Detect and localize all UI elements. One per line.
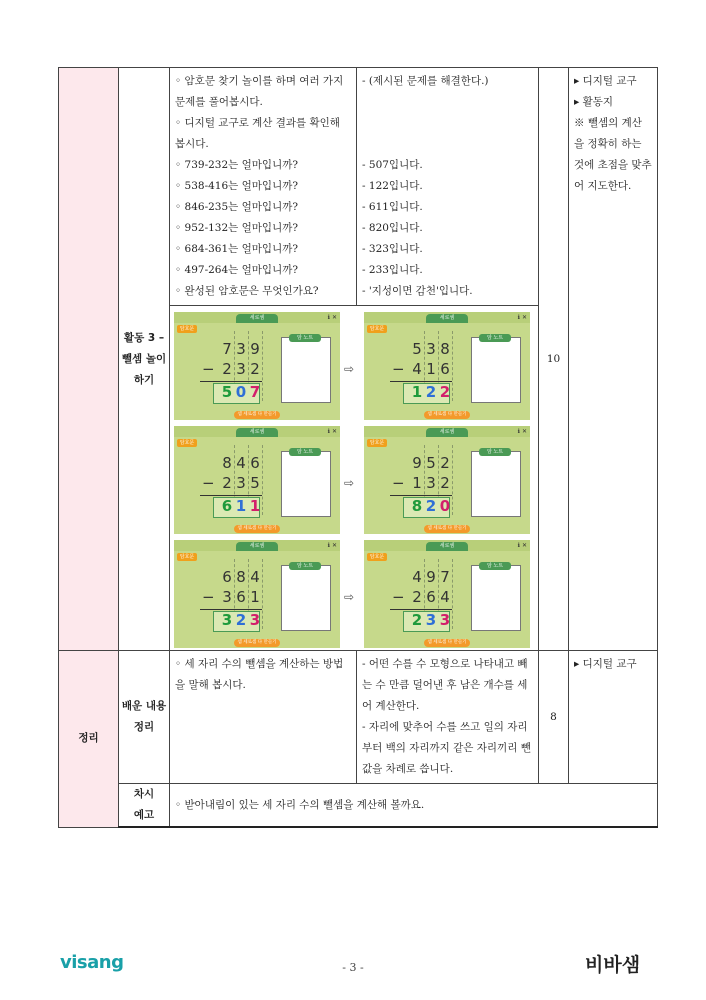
- teacher-line: ◦ 739-232는 얼마입니까?: [175, 159, 298, 171]
- minus-sign: −: [392, 360, 405, 378]
- note-pad[interactable]: [281, 565, 331, 631]
- teacher-line: ◦ 538-416는 얼마입니까?: [175, 180, 298, 192]
- teacher-activity-cell: [170, 68, 357, 306]
- subtrahend-digit: 1: [426, 360, 436, 378]
- sum-line: [390, 381, 452, 382]
- info-close-icon[interactable]: ℹ ✕: [517, 314, 527, 321]
- info-close-icon[interactable]: ℹ ✕: [517, 428, 527, 435]
- tool-screen: [174, 312, 340, 420]
- answer-digit: 2: [425, 383, 437, 401]
- answer-digit: 0: [235, 383, 247, 401]
- note-pad-title: 암 노트: [479, 448, 511, 456]
- materials-line: ▸ 활동지: [574, 96, 614, 108]
- screen-tab[interactable]: 세로셈: [236, 428, 278, 437]
- tool-screen: [364, 312, 530, 420]
- sum-line: [200, 381, 262, 382]
- minuend-digit: 9: [426, 568, 436, 586]
- make-problem-button[interactable]: 셈 세로셈 다 만들기: [234, 411, 280, 419]
- answer-digit: 2: [411, 611, 423, 629]
- note-pad-title: 암 노트: [289, 562, 321, 570]
- make-problem-button[interactable]: 셈 세로셈 다 만들기: [424, 411, 470, 419]
- note-pad[interactable]: [281, 451, 331, 517]
- tool-screen: [174, 540, 340, 648]
- answer-digit: 1: [235, 497, 247, 515]
- note-pad-title: 암 노트: [289, 448, 321, 456]
- summary-teacher-cell: [170, 651, 357, 784]
- next-lesson-text: ◦ 받아내림이 있는 세 자리 수의 뺄셈을 계산해 볼까요.: [175, 798, 425, 811]
- stage-summary: 정리: [59, 651, 119, 828]
- minuend-digit: 8: [440, 340, 450, 358]
- subtrahend-digit: 1: [412, 474, 422, 492]
- student-line: - 820입니다.: [362, 222, 423, 234]
- subtrahend-digit: 6: [236, 588, 246, 606]
- answer-digit: 3: [221, 611, 233, 629]
- student-line: - 122입니다.: [362, 180, 423, 192]
- subtrahend-digit: 2: [440, 474, 450, 492]
- materials-note: ※ 뺄셈의 계산을 정확히 하는 것에 초점을 맞추어 지도한다.: [574, 117, 652, 192]
- minuend-digit: 8: [236, 568, 246, 586]
- subtrahend-digit: 1: [250, 588, 260, 606]
- answer-digit: 3: [439, 611, 451, 629]
- screen-badge: 암호문: [177, 553, 197, 561]
- next-lesson-label: 차시 예고: [119, 784, 170, 828]
- screen-badge: 암호문: [177, 439, 197, 447]
- teacher-line: ◦ 684-361는 얼마입니까?: [175, 243, 298, 255]
- minuend-digit: 5: [426, 454, 436, 472]
- answer-digit: 0: [439, 497, 451, 515]
- subtrahend-digit: 3: [426, 474, 436, 492]
- summary-materials: ▸ 디지털 교구: [569, 651, 658, 784]
- info-close-icon[interactable]: ℹ ✕: [517, 542, 527, 549]
- subtrahend-digit: 3: [236, 360, 246, 378]
- subtraction-board: [364, 437, 530, 526]
- note-pad[interactable]: [471, 565, 521, 631]
- subtraction-board: [364, 551, 530, 640]
- subtraction-board: [174, 551, 340, 640]
- review-label: 배운 내용 정리: [119, 651, 170, 784]
- make-problem-button[interactable]: 셈 세로셈 다 만들기: [424, 525, 470, 533]
- tool-screen: [364, 426, 530, 534]
- digital-tool-screens: [170, 306, 538, 650]
- visang-logo: visang: [60, 952, 124, 973]
- subtrahend-digit: 2: [250, 360, 260, 378]
- screen-badge: 암호문: [367, 553, 387, 561]
- stage-cell-activity: [59, 68, 119, 651]
- arrow-right-icon: ⇨: [344, 590, 355, 604]
- minus-sign: −: [202, 360, 215, 378]
- subtraction-board: [364, 323, 530, 412]
- teacher-line: ◦ 952-132는 얼마입니까?: [175, 222, 298, 234]
- answer-digit: 7: [249, 383, 261, 401]
- materials-line: ▸ 디지털 교구: [574, 75, 637, 87]
- minuend-digit: 7: [222, 340, 232, 358]
- column-divider: [452, 445, 453, 515]
- info-close-icon[interactable]: ℹ ✕: [327, 542, 337, 549]
- subtrahend-digit: 2: [222, 474, 232, 492]
- subtraction-board: [174, 323, 340, 412]
- answer-digit: 2: [439, 383, 451, 401]
- note-pad[interactable]: [281, 337, 331, 403]
- column-divider: [262, 559, 263, 629]
- note-pad[interactable]: [471, 337, 521, 403]
- summary-teacher-text: ◦ 세 자리 수의 뺄셈을 계산하는 방법을 말해 봅시다.: [175, 658, 344, 691]
- minuend-digit: 3: [426, 340, 436, 358]
- info-close-icon[interactable]: ℹ ✕: [327, 428, 337, 435]
- teacher-line: ◦ 암호문 찾기 놀이를 하며 여러 가지 문제를 풀어봅시다.: [175, 75, 344, 108]
- screen-tab[interactable]: 세로셈: [426, 314, 468, 323]
- note-pad-title: 암 노트: [479, 562, 511, 570]
- minuend-digit: 9: [250, 340, 260, 358]
- minuend-digit: 2: [440, 454, 450, 472]
- lesson-plan-table: [58, 67, 658, 828]
- note-pad-title: 암 노트: [289, 334, 321, 342]
- column-divider: [262, 331, 263, 401]
- answer-digit: 2: [425, 497, 437, 515]
- student-line: - 611입니다.: [362, 201, 423, 213]
- screen-tab[interactable]: 세로셈: [426, 542, 468, 551]
- subtrahend-digit: 6: [440, 360, 450, 378]
- subtrahend-digit: 3: [222, 588, 232, 606]
- minus-sign: −: [202, 588, 215, 606]
- subtrahend-digit: 5: [250, 474, 260, 492]
- teacher-line: ◦ 846-235는 얼마입니까?: [175, 201, 298, 213]
- screen-tab[interactable]: 세로셈: [426, 428, 468, 437]
- tool-screen: [364, 540, 530, 648]
- answer-digit: 3: [425, 611, 437, 629]
- arrow-right-icon: ⇨: [344, 362, 355, 376]
- student-line: - 507입니다.: [362, 159, 423, 171]
- student-line: - 323입니다.: [362, 243, 423, 255]
- subtraction-board: [174, 437, 340, 526]
- sum-line: [390, 495, 452, 496]
- tool-screen: [174, 426, 340, 534]
- teacher-line: ◦ 완성된 암호문은 무엇인가요?: [175, 285, 319, 297]
- subtrahend-digit: 2: [412, 588, 422, 606]
- answer-digit: 2: [235, 611, 247, 629]
- screen-badge: 암호문: [367, 439, 387, 447]
- activity-materials: [569, 68, 658, 651]
- column-divider: [452, 331, 453, 401]
- summary-student-cell: [357, 651, 539, 784]
- subtrahend-digit: 4: [440, 588, 450, 606]
- screen-badge: 암호문: [177, 325, 197, 333]
- activity-label: 활동 3 – 뺄셈 놀이 하기: [119, 68, 170, 651]
- answer-digit: 6: [221, 497, 233, 515]
- student-line: - '지성이면 감천'입니다.: [362, 285, 473, 297]
- minuend-digit: 6: [222, 568, 232, 586]
- vivasam-logo: 비바샘: [585, 954, 641, 976]
- sum-line: [200, 609, 262, 610]
- answer-digit: 3: [249, 611, 261, 629]
- minuend-digit: 5: [412, 340, 422, 358]
- student-activity-cell: [357, 68, 539, 306]
- student-line: - (제시된 문제를 해결한다.): [362, 75, 489, 87]
- note-pad-title: 암 노트: [479, 334, 511, 342]
- minuend-digit: 8: [222, 454, 232, 472]
- screen-badge: 암호문: [367, 325, 387, 333]
- subtrahend-digit: 2: [222, 360, 232, 378]
- answer-digit: 8: [411, 497, 423, 515]
- minuend-digit: 4: [250, 568, 260, 586]
- answer-digit: 5: [221, 383, 233, 401]
- minus-sign: −: [392, 474, 405, 492]
- minuend-digit: 4: [412, 568, 422, 586]
- subtrahend-digit: 3: [236, 474, 246, 492]
- minuend-digit: 7: [440, 568, 450, 586]
- student-line: - 233입니다.: [362, 264, 423, 276]
- minus-sign: −: [202, 474, 215, 492]
- column-divider: [452, 559, 453, 629]
- next-lesson-cell: [170, 784, 658, 828]
- minuend-digit: 3: [236, 340, 246, 358]
- make-problem-button[interactable]: 셈 세로셈 다 만들기: [234, 639, 280, 647]
- screen-tab[interactable]: 세로셈: [236, 314, 278, 323]
- subtrahend-digit: 6: [426, 588, 436, 606]
- sum-line: [200, 495, 262, 496]
- summary-time: 8: [539, 651, 569, 784]
- note-pad[interactable]: [471, 451, 521, 517]
- summary-student-line: - 자리에 맞추어 수를 쓰고 일의 자리부터 백의 자리까지 같은 자리끼리 뺀 값을 차례로 씁니다.: [362, 721, 531, 775]
- arrow-right-icon: ⇨: [344, 476, 355, 490]
- answer-digit: 1: [249, 497, 261, 515]
- info-close-icon[interactable]: ℹ ✕: [327, 314, 337, 321]
- summary-student-line: - 어떤 수를 수 모형으로 나타내고 빼는 수 만큼 덜어낸 후 남은 개수를 세어 계산한다.: [362, 658, 528, 712]
- minuend-digit: 6: [250, 454, 260, 472]
- column-divider: [262, 445, 263, 515]
- answer-digit: 1: [411, 383, 423, 401]
- minuend-digit: 4: [236, 454, 246, 472]
- make-problem-button[interactable]: 셈 세로셈 다 만들기: [234, 525, 280, 533]
- sum-line: [390, 609, 452, 610]
- teacher-line: ◦ 디지털 교구로 계산 결과를 확인해 봅시다.: [175, 117, 340, 150]
- screen-tab[interactable]: 세로셈: [236, 542, 278, 551]
- page-number: - 3 -: [342, 961, 364, 974]
- subtrahend-digit: 4: [412, 360, 422, 378]
- activity-time: 10: [539, 68, 569, 651]
- minuend-digit: 9: [412, 454, 422, 472]
- teacher-line: ◦ 497-264는 얼마입니까?: [175, 264, 298, 276]
- screens-cell: [170, 306, 539, 651]
- make-problem-button[interactable]: 셈 세로셈 다 만들기: [424, 639, 470, 647]
- minus-sign: −: [392, 588, 405, 606]
